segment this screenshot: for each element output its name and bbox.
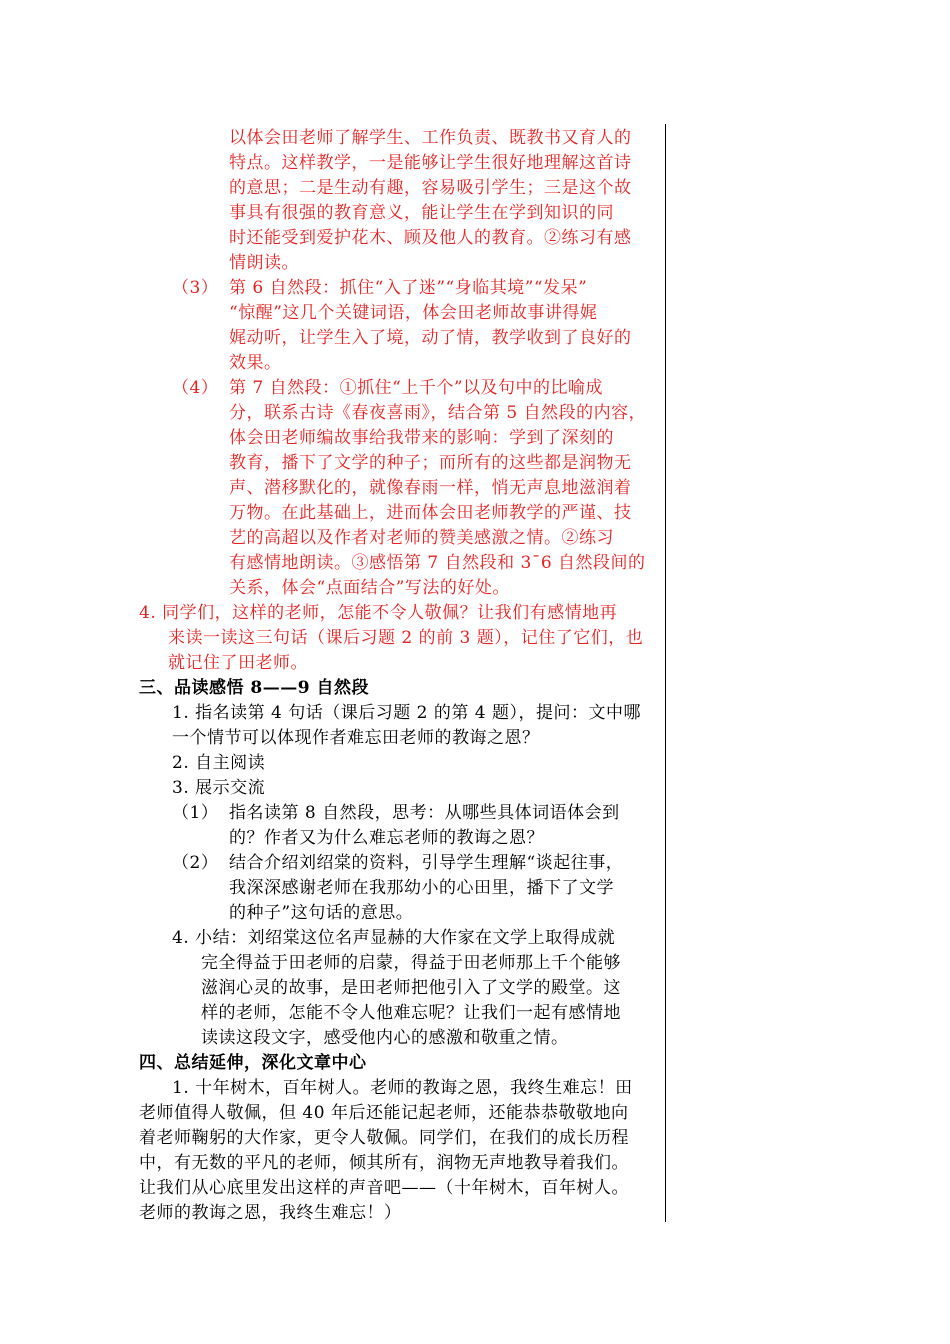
text-line: 声、潜移默化的，就像春雨一样，悄无声息地滋润着	[229, 478, 632, 498]
text-line: 以体会田老师了解学生、工作负责、既教书又育人的	[229, 128, 632, 148]
text-line: 有感情地朗读。③感悟第 7 自然段和 3¯6 自然段间的	[229, 553, 646, 573]
text-line: 效果。	[229, 353, 282, 373]
text-line: 的种子”这句话的意思。	[229, 903, 414, 923]
text-line: 娓动听，让学生入了境，动了情，教学收到了良好的	[229, 328, 632, 348]
section-heading: 三、品读感悟 8——9 自然段	[139, 678, 369, 698]
text-line: 着老师鞠躬的大作家，更令人敬佩。同学们，在我们的成长历程	[139, 1128, 629, 1148]
text-line: 的？作者又为什么难忘老师的教诲之恩？	[229, 828, 544, 848]
text-line: 第 7 自然段：①抓住“上千个”以及句中的比喻成	[229, 378, 604, 398]
text-line: 老师值得人敬佩，但 40 年后还能记起老师，还能恭恭敬敬地向	[139, 1103, 629, 1123]
text-line: 来读一读这三句话（课后习题 2 的前 3 题），记住了它们，也	[168, 628, 644, 648]
text-line: 情朗读。	[229, 253, 299, 273]
text-line: 我深深感谢老师在我那幼小的心田里，播下了文学	[229, 878, 614, 898]
text-line: 读读这段文字，感受他内心的感激和敬重之情。	[201, 1028, 569, 1048]
text-line: 完全得益于田老师的启蒙，得益于田老师那上千个能够	[201, 953, 621, 973]
text-line: “惊醒”这几个关键词语，体会田老师故事讲得娓	[229, 303, 598, 323]
text-line: 老师的教诲之恩，我终生难忘！）	[139, 1203, 402, 1223]
text-line: 样的老师，怎能不令人他难忘呢？让我们一起有感情地	[201, 1003, 621, 1023]
text-line: 第 6 自然段：抓住“入了迷”“身临其境”“发呆”	[229, 278, 588, 298]
text-line: 体会田老师编故事给我带来的影响：学到了深刻的	[229, 428, 614, 448]
text-line: 2. 自主阅读	[172, 753, 266, 773]
text-line: 特点。这样教学，一是能够让学生很好地理解这首诗	[229, 153, 632, 173]
text-line: 滋润心灵的故事，是田老师把他引入了文学的殿堂。这	[201, 978, 621, 998]
text-line: （1）	[172, 803, 219, 823]
text-line: 关系，体会“点面结合”写法的好处。	[229, 578, 510, 598]
text-line: 让我们从心底里发出这样的声音吧——（十年树木，百年树人。	[139, 1178, 629, 1198]
text-line: 分，联系古诗《春夜喜雨》，结合第 5 自然段的内容，	[229, 403, 647, 423]
text-line: 4. 同学们，这样的老师，怎能不令人敬佩？让我们有感情地再	[139, 603, 618, 623]
text-line: 4. 小结：刘绍棠这位名声显赫的大作家在文学上取得成就	[172, 928, 616, 948]
text-line: 教育，播下了文学的种子；而所有的这些都是润物无	[229, 453, 632, 473]
text-line: 的意思；二是生动有趣，容易吸引学生；三是这个故	[229, 178, 632, 198]
text-line: 一个情节可以体现作者难忘田老师的教诲之恩？	[172, 728, 540, 748]
text-line: （4）	[172, 378, 219, 398]
text-line: 结合介绍刘绍棠的资料，引导学生理解“谈起往事，	[229, 853, 624, 873]
text-line: 1. 十年树木，百年树人。老师的教诲之恩，我终生难忘！田	[172, 1078, 633, 1098]
text-line: 3. 展示交流	[172, 778, 266, 798]
text-line: 万物。在此基础上，进而体会田老师教学的严谨、技	[229, 503, 632, 523]
text-line: 事具有很强的教育意义，能让学生在学到知识的同	[229, 203, 614, 223]
text-line: 指名读第 8 自然段，思考：从哪些具体词语体会到	[229, 803, 620, 823]
section-heading: 四、总结延伸，深化文章中心	[139, 1053, 367, 1073]
text-line: （3）	[172, 278, 219, 298]
text-line: 1. 指名读第 4 句话（课后习题 2 的第 4 题），提问：文中哪	[172, 703, 641, 723]
text-line: 艺的高超以及作者对老师的赞美感激之情。②练习	[229, 528, 614, 548]
text-line: （2）	[172, 853, 219, 873]
text-line: 时还能受到爱护花木、顾及他人的教育。②练习有感	[229, 228, 632, 248]
table-right-border	[665, 124, 666, 1222]
text-line: 中，有无数的平凡的老师，倾其所有，润物无声地教导着我们。	[139, 1153, 629, 1173]
text-line: 就记住了田老师。	[168, 653, 308, 673]
